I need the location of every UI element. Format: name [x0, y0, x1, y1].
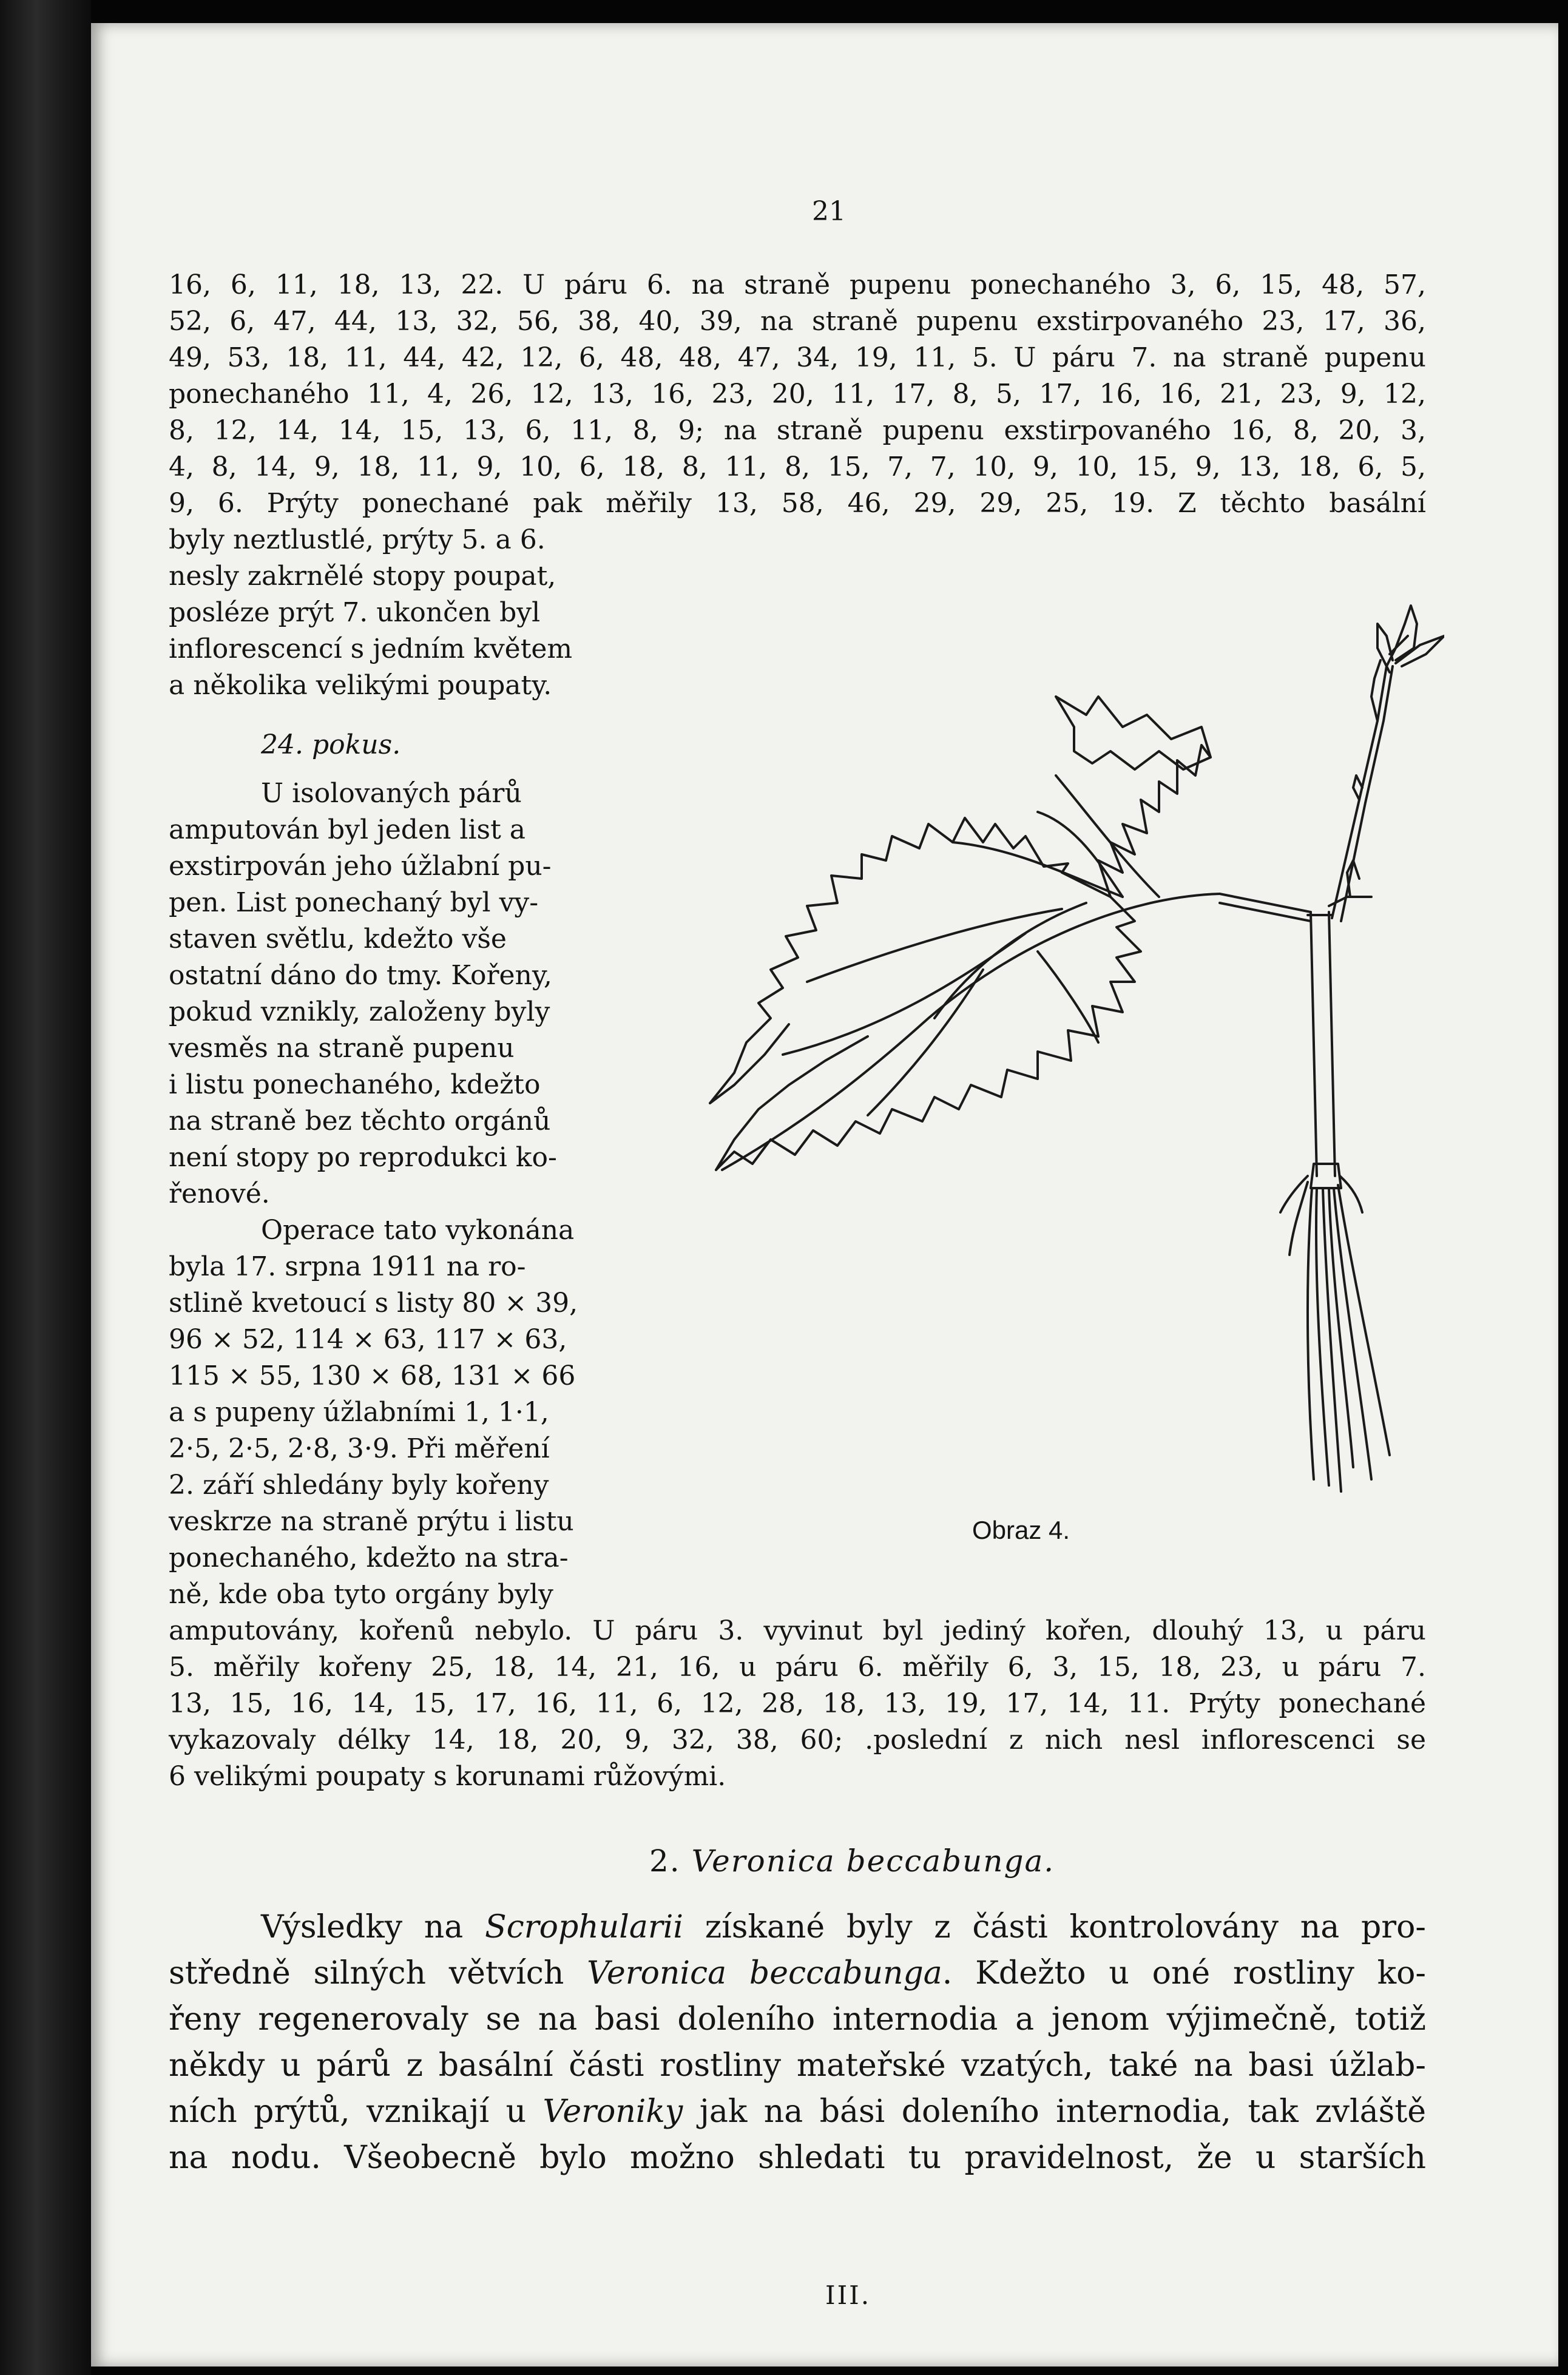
experiment-heading: 24. pokus. — [261, 729, 401, 760]
text-line: někdy u párů z basální části rostliny mateřské vzatých, také na basi úžlab- — [169, 2047, 1426, 2084]
section-heading — [649, 1843, 1055, 1879]
roots — [1316, 1188, 1329, 1485]
section-title: Veronica beccabunga. — [691, 1843, 1055, 1879]
text-line: i listu ponechaného, kdežto — [169, 1069, 541, 1100]
text-line: amputovány, kořenů nebylo. U páru 3. vyvinut byl jediný kořen, dlouhý 13, u páru — [169, 1615, 1426, 1646]
figure-caption: Obraz 4. — [972, 1516, 1070, 1544]
text-line: vykazovaly délky 14, 18, 20, 9, 32, 38, 60; .poslední z nich nesl inflorescenci se — [169, 1725, 1426, 1755]
text-line: vesměs na straně pupenu — [169, 1033, 515, 1064]
text-line: středně silných větvích Veronica beccabunga. Kdežto u oné rostliny ko- — [169, 1955, 1426, 1992]
book-page — [91, 23, 1558, 2367]
text-line: pokud vznikly, založeny byly — [169, 996, 550, 1027]
text-line: 4, 8, 14, 9, 18, 11, 9, 10, 6, 18, 8, 11, 8, 15, 7, 7, 10, 9, 10, 15, 9, 13, 18, 6, 5, — [169, 451, 1426, 482]
text-line: U isolovaných párů — [261, 778, 522, 809]
text-line: amputován byl jeden list a — [169, 814, 525, 845]
text-line: byla 17. srpna 1911 na ro- — [169, 1251, 526, 1282]
text-line: řeny regenerovaly se na basi doleního internodia a jenom výjimečně, totiž — [169, 2001, 1426, 2038]
text-line: na straně bez těchto orgánů — [169, 1106, 551, 1137]
text-line: veskrze na straně prýtu i listu — [169, 1506, 574, 1537]
text-line: 52, 6, 47, 44, 13, 32, 56, 38, 40, 39, na straně pupenu exstirpovaného 23, 17, 36, — [169, 306, 1426, 337]
text-line: ponechaného 11, 4, 26, 12, 13, 16, 23, 20, 11, 17, 8, 5, 17, 16, 16, 21, 23, 9, 12, — [169, 379, 1426, 410]
text-line: stlině kvetoucí s listy 80 × 39, — [169, 1288, 578, 1319]
text-line: Výsledky na Scrophularii získané byly z části kontrolovány na pro- — [261, 1909, 1426, 1945]
shoot — [1332, 666, 1393, 921]
text-line: staven světlu, kdežto vše — [169, 924, 507, 954]
text-line: inflorescencí s jedním květem — [169, 633, 573, 664]
text-line: 49, 53, 18, 11, 44, 42, 12, 6, 48, 48, 47, 34, 19, 11, 5. U páru 7. na straně pupenu — [169, 342, 1426, 373]
text-line: 6 velikými poupaty s korunami růžovými. — [169, 1761, 726, 1792]
text-line: ponechaného, kdežto na stra- — [169, 1542, 569, 1573]
text-line: 9, 6. Prýty ponechané pak měřily 13, 58, 46, 29, 29, 25, 19. Z těchto basální — [169, 488, 1426, 519]
text-line: 96 × 52, 114 × 63, 117 × 63, — [169, 1324, 567, 1355]
text-line: řenové. — [169, 1178, 270, 1209]
text-line: ních prýtů, vznikají u Veroniky jak na bási doleního internodia, tak zvláště — [169, 2093, 1426, 2130]
text-line: a několika velikými poupaty. — [169, 670, 552, 701]
text-line: na nodu. Všeobecně bylo možno shledati tu pravidelnost, že u starších — [169, 2140, 1426, 2176]
text-line: není stopy po reprodukci ko- — [169, 1142, 557, 1173]
section-number: 2. — [649, 1843, 681, 1879]
text-line: ostatní dáno do tmy. Kořeny, — [169, 960, 552, 991]
text-line: exstirpován jeho úžlabní pu- — [169, 851, 552, 882]
text-line: 2·5, 2·5, 2·8, 3·9. Při měření — [169, 1433, 550, 1464]
text-line: nesly zakrnělé stopy poupat, — [169, 561, 556, 592]
text-line: 2. září shledány byly kořeny — [169, 1470, 549, 1501]
text-line: 8, 12, 14, 14, 15, 13, 6, 11, 8, 9; na straně pupenu exstirpovaného 16, 8, 20, 3, — [169, 415, 1426, 446]
text-line: 16, 6, 11, 18, 13, 22. U páru 6. na straně pupenu ponechaného 3, 6, 15, 48, 57, — [169, 269, 1426, 300]
signature-mark: III. — [825, 2280, 871, 2310]
text-line: pen. List ponechaný byl vy- — [169, 887, 539, 918]
text-line: a s pupeny úžlabními 1, 1·1, — [169, 1397, 549, 1428]
leaf-outline — [710, 818, 1110, 1103]
text-line: byly neztlustlé, prýty 5. a 6. — [169, 524, 546, 555]
petiole — [1220, 894, 1311, 921]
text-line: Operace tato vykonána — [261, 1215, 575, 1246]
stem — [1311, 912, 1335, 1176]
page-number: 21 — [812, 196, 846, 227]
text-line: ně, kde oba tyto orgány byly — [169, 1579, 553, 1610]
text-line: 115 × 55, 130 × 68, 131 × 66 — [169, 1360, 576, 1391]
text-line: 13, 15, 16, 14, 15, 17, 16, 11, 6, 12, 28, 18, 13, 19, 17, 14, 11. Prýty ponechané — [169, 1688, 1426, 1719]
text-line: posléze prýt 7. ukončen byl — [169, 597, 541, 628]
plant-illustration — [698, 557, 1444, 1516]
book-spine-edge — [0, 0, 91, 2375]
text-line: 5. měřily kořeny 25, 18, 14, 21, 16, u páru 6. měřily 6, 3, 15, 18, 23, u páru 7. — [169, 1652, 1426, 1683]
